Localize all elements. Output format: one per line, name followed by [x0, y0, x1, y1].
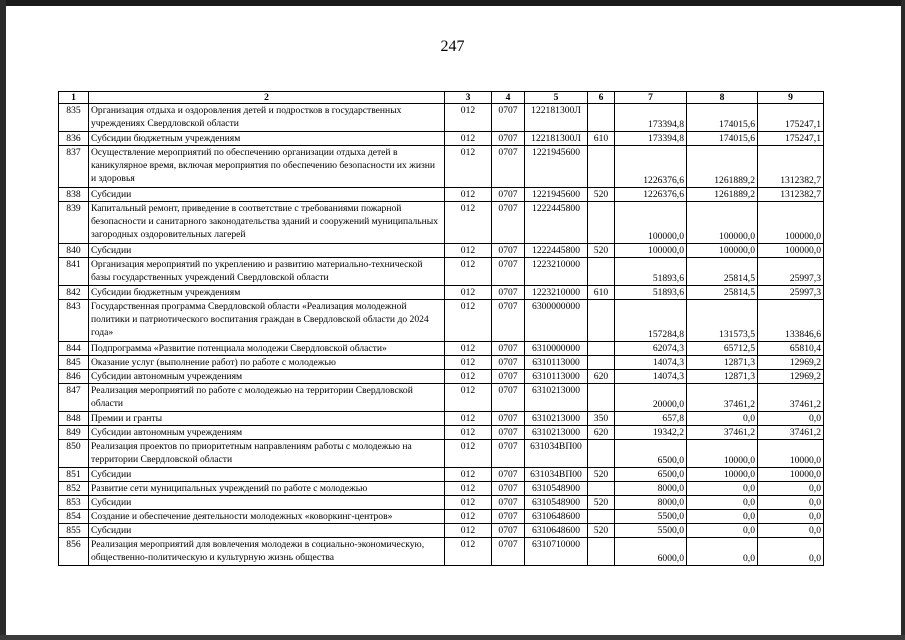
ministry-code: 012: [445, 342, 492, 356]
amount-year-2: 0,0: [687, 510, 758, 524]
row-name: Субсидии: [89, 188, 445, 202]
column-number: 8: [687, 92, 758, 104]
row-name: Субсидии: [89, 468, 445, 482]
amount-year-2: 1261889,2: [687, 146, 758, 188]
section-code: 0707: [492, 482, 525, 496]
amount-year-1: 5500,0: [615, 524, 687, 538]
row-name: Развитие сети муниципальных учреждений по работе с молодежью: [89, 482, 445, 496]
row-name: Капитальный ремонт, приведение в соответствие с требованиями пожарной безопасности и санитарного законодательства зданий и сооружений муниципальных загородных оздоровительных лагерей: [89, 202, 445, 244]
amount-year-2: 131573,5: [687, 300, 758, 342]
section-code: 0707: [492, 496, 525, 510]
target-article-code: 6310213000: [525, 412, 588, 426]
amount-year-3: 12969,2: [758, 356, 824, 370]
section-code: 0707: [492, 384, 525, 412]
ministry-code: 012: [445, 468, 492, 482]
amount-year-2: 100000,0: [687, 202, 758, 244]
amount-year-1: 51893,6: [615, 286, 687, 300]
row-number: 847: [59, 384, 89, 412]
row-name: Организация мероприятий по укреплению и развитию материально-технической базы государственных учреждений Свердловской области: [89, 258, 445, 286]
row-name: Оказание услуг (выполнение работ) по работе с молодежью: [89, 356, 445, 370]
row-number: 849: [59, 426, 89, 440]
amount-year-2: 0,0: [687, 412, 758, 426]
table-row: [59, 244, 824, 258]
table-row: [59, 524, 824, 538]
expense-type-code: [588, 356, 615, 370]
row-name: Субсидии автономным учреждениям: [89, 370, 445, 384]
amount-year-1: 173394,8: [615, 104, 687, 132]
expense-type-code: 610: [588, 286, 615, 300]
section-code: 0707: [492, 132, 525, 146]
scan-border-top: [0, 0, 905, 6]
amount-year-1: 19342,2: [615, 426, 687, 440]
ministry-code: 012: [445, 524, 492, 538]
target-article-code: 6310548900: [525, 496, 588, 510]
expense-type-code: [588, 482, 615, 496]
column-number: 2: [89, 92, 445, 104]
amount-year-2: 12871,3: [687, 370, 758, 384]
amount-year-3: 10000,0: [758, 468, 824, 482]
amount-year-1: 100000,0: [615, 202, 687, 244]
ministry-code: 012: [445, 258, 492, 286]
ministry-code: 012: [445, 286, 492, 300]
table-row: [59, 188, 824, 202]
row-number: 837: [59, 146, 89, 188]
scan-border-left: [0, 0, 6, 640]
amount-year-3: 12969,2: [758, 370, 824, 384]
amount-year-3: 0,0: [758, 412, 824, 426]
column-number: 1: [59, 92, 89, 104]
table-row: [59, 482, 824, 496]
table-row: [59, 426, 824, 440]
row-number: 843: [59, 300, 89, 342]
target-article-code: 6310710000: [525, 538, 588, 566]
target-article-code: 6310648600: [525, 524, 588, 538]
section-code: 0707: [492, 510, 525, 524]
amount-year-1: 51893,6: [615, 258, 687, 286]
expense-type-code: 620: [588, 370, 615, 384]
target-article-code: 6310113000: [525, 356, 588, 370]
ministry-code: 012: [445, 426, 492, 440]
row-number: 848: [59, 412, 89, 426]
row-name: Субсидии: [89, 496, 445, 510]
amount-year-1: 100000,0: [615, 244, 687, 258]
amount-year-1: 1226376,6: [615, 146, 687, 188]
target-article-code: 1223210000: [525, 258, 588, 286]
ministry-code: 012: [445, 538, 492, 566]
target-article-code: 6310000000: [525, 342, 588, 356]
table-body: [59, 104, 824, 566]
table-row: [59, 538, 824, 566]
amount-year-3: 175247,1: [758, 104, 824, 132]
amount-year-1: 157284,8: [615, 300, 687, 342]
amount-year-3: 37461,2: [758, 426, 824, 440]
expense-type-code: 520: [588, 524, 615, 538]
column-number: 3: [445, 92, 492, 104]
row-name: Осуществление мероприятий по обеспечению организации отдыха детей в каникулярное время, включая мероприятия по обеспечению безопасности их жизни и здоровья: [89, 146, 445, 188]
scan-border-right: [901, 0, 905, 640]
ministry-code: 012: [445, 132, 492, 146]
target-article-code: 1221945600: [525, 188, 588, 202]
amount-year-2: 12871,3: [687, 356, 758, 370]
ministry-code: 012: [445, 146, 492, 188]
target-article-code: 122181300Л: [525, 104, 588, 132]
section-code: 0707: [492, 370, 525, 384]
amount-year-2: 10000,0: [687, 440, 758, 468]
amount-year-3: 25997,3: [758, 258, 824, 286]
table-row: [59, 412, 824, 426]
section-code: 0707: [492, 104, 525, 132]
row-name: Организация отдыха и оздоровления детей и подростков в государственных учреждениях Свердловской области: [89, 104, 445, 132]
amount-year-3: 65810,4: [758, 342, 824, 356]
amount-year-1: 8000,0: [615, 482, 687, 496]
expense-type-code: 520: [588, 244, 615, 258]
ministry-code: 012: [445, 300, 492, 342]
ministry-code: 012: [445, 496, 492, 510]
scan-border-bottom: [0, 635, 905, 640]
target-article-code: 1223210000: [525, 286, 588, 300]
ministry-code: 012: [445, 510, 492, 524]
expense-type-code: [588, 384, 615, 412]
row-name: Реализация мероприятий по работе с молодежью на территории Свердловской области: [89, 384, 445, 412]
amount-year-3: 0,0: [758, 510, 824, 524]
amount-year-2: 0,0: [687, 496, 758, 510]
table-row: [59, 104, 824, 132]
amount-year-1: 8000,0: [615, 496, 687, 510]
amount-year-1: 6000,0: [615, 538, 687, 566]
amount-year-1: 20000,0: [615, 384, 687, 412]
target-article-code: 1222445800: [525, 244, 588, 258]
target-article-code: 1221945600: [525, 146, 588, 188]
amount-year-1: 6500,0: [615, 468, 687, 482]
section-code: 0707: [492, 524, 525, 538]
amount-year-2: 25814,5: [687, 286, 758, 300]
row-number: 851: [59, 468, 89, 482]
row-number: 846: [59, 370, 89, 384]
amount-year-1: 657,8: [615, 412, 687, 426]
amount-year-1: 14074,3: [615, 356, 687, 370]
section-code: 0707: [492, 258, 525, 286]
amount-year-3: 0,0: [758, 524, 824, 538]
row-number: 855: [59, 524, 89, 538]
ministry-code: 012: [445, 202, 492, 244]
table-row: [59, 300, 824, 342]
table-row: [59, 510, 824, 524]
table-row: [59, 146, 824, 188]
section-code: 0707: [492, 202, 525, 244]
amount-year-2: 174015,6: [687, 104, 758, 132]
expense-type-code: [588, 300, 615, 342]
amount-year-3: 0,0: [758, 496, 824, 510]
table-row: [59, 440, 824, 468]
table-row: [59, 258, 824, 286]
amount-year-2: 0,0: [687, 538, 758, 566]
row-number: 840: [59, 244, 89, 258]
expense-type-code: 520: [588, 496, 615, 510]
section-code: 0707: [492, 286, 525, 300]
section-code: 0707: [492, 538, 525, 566]
expense-type-code: 520: [588, 468, 615, 482]
amount-year-1: 173394,8: [615, 132, 687, 146]
amount-year-3: 10000,0: [758, 440, 824, 468]
section-code: 0707: [492, 412, 525, 426]
amount-year-2: 37461,2: [687, 384, 758, 412]
page-number: 247: [440, 38, 465, 55]
row-name: Реализация мероприятий для вовлечения молодежи в социально-экономическую, общественно-политическую и культурную жизнь общества: [89, 538, 445, 566]
amount-year-2: 100000,0: [687, 244, 758, 258]
target-article-code: 1222445800: [525, 202, 588, 244]
section-code: 0707: [492, 440, 525, 468]
table-row: [59, 132, 824, 146]
column-number: 6: [588, 92, 615, 104]
row-name: Подпрограмма «Развитие потенциала молодежи Свердловской области»: [89, 342, 445, 356]
column-number: 5: [525, 92, 588, 104]
target-article-code: 122181300Л: [525, 132, 588, 146]
amount-year-2: 10000,0: [687, 468, 758, 482]
row-number: 838: [59, 188, 89, 202]
table-row: [59, 202, 824, 244]
amount-year-2: 0,0: [687, 524, 758, 538]
row-name: Субсидии бюджетным учреждениям: [89, 132, 445, 146]
row-number: 835: [59, 104, 89, 132]
table-row: [59, 384, 824, 412]
table-row: [59, 286, 824, 300]
row-number: 850: [59, 440, 89, 468]
row-number: 845: [59, 356, 89, 370]
table-row: [59, 342, 824, 356]
amount-year-3: 25997,3: [758, 286, 824, 300]
section-code: 0707: [492, 468, 525, 482]
target-article-code: 6310648600: [525, 510, 588, 524]
row-name: Субсидии бюджетным учреждениям: [89, 286, 445, 300]
amount-year-1: 14074,3: [615, 370, 687, 384]
section-code: 0707: [492, 300, 525, 342]
row-number: 841: [59, 258, 89, 286]
row-number: 844: [59, 342, 89, 356]
section-code: 0707: [492, 356, 525, 370]
expense-type-code: [588, 440, 615, 468]
amount-year-1: 6500,0: [615, 440, 687, 468]
amount-year-2: 37461,2: [687, 426, 758, 440]
table-row: [59, 356, 824, 370]
row-number: 839: [59, 202, 89, 244]
row-name: Субсидии автономным учреждениям: [89, 426, 445, 440]
row-number: 854: [59, 510, 89, 524]
expense-type-code: [588, 104, 615, 132]
row-name: Создание и обеспечение деятельности молодежных «коворкинг-центров»: [89, 510, 445, 524]
row-number: 842: [59, 286, 89, 300]
expense-type-code: [588, 538, 615, 566]
expense-type-code: 620: [588, 426, 615, 440]
ministry-code: 012: [445, 188, 492, 202]
amount-year-1: 62074,3: [615, 342, 687, 356]
expense-type-code: [588, 342, 615, 356]
column-number: 4: [492, 92, 525, 104]
amount-year-2: 65712,5: [687, 342, 758, 356]
target-article-code: 6310113000: [525, 370, 588, 384]
target-article-code: 631034ВП00: [525, 440, 588, 468]
row-number: 836: [59, 132, 89, 146]
column-number-row: [59, 92, 824, 104]
amount-year-2: 0,0: [687, 482, 758, 496]
budget-table: [58, 91, 824, 566]
target-article-code: 631034ВП00: [525, 468, 588, 482]
section-code: 0707: [492, 426, 525, 440]
row-name: Субсидии: [89, 244, 445, 258]
ministry-code: 012: [445, 412, 492, 426]
table-row: [59, 468, 824, 482]
target-article-code: 6310213000: [525, 426, 588, 440]
ministry-code: 012: [445, 384, 492, 412]
amount-year-3: 133846,6: [758, 300, 824, 342]
column-number: 7: [615, 92, 687, 104]
ministry-code: 012: [445, 244, 492, 258]
expense-type-code: [588, 202, 615, 244]
ministry-code: 012: [445, 482, 492, 496]
target-article-code: 6300000000: [525, 300, 588, 342]
amount-year-3: 100000,0: [758, 202, 824, 244]
ministry-code: 012: [445, 356, 492, 370]
expense-type-code: [588, 258, 615, 286]
ministry-code: 012: [445, 370, 492, 384]
amount-year-2: 174015,6: [687, 132, 758, 146]
amount-year-3: 0,0: [758, 482, 824, 496]
amount-year-3: 1312382,7: [758, 188, 824, 202]
row-number: 852: [59, 482, 89, 496]
expense-type-code: 520: [588, 188, 615, 202]
row-name: Премии и гранты: [89, 412, 445, 426]
section-code: 0707: [492, 244, 525, 258]
expense-type-code: 610: [588, 132, 615, 146]
row-name: Реализация проектов по приоритетным направлениям работы с молодежью на территории Свердловской области: [89, 440, 445, 468]
row-name: Государственная программа Свердловской области «Реализация молодежной политики и патриотического воспитания граждан в Свердловской области до 2024 года»: [89, 300, 445, 342]
table-row: [59, 496, 824, 510]
row-number: 853: [59, 496, 89, 510]
amount-year-3: 1312382,7: [758, 146, 824, 188]
ministry-code: 012: [445, 440, 492, 468]
amount-year-3: 37461,2: [758, 384, 824, 412]
amount-year-1: 1226376,6: [615, 188, 687, 202]
ministry-code: 012: [445, 104, 492, 132]
amount-year-2: 25814,5: [687, 258, 758, 286]
amount-year-3: 175247,1: [758, 132, 824, 146]
row-number: 856: [59, 538, 89, 566]
expense-type-code: 350: [588, 412, 615, 426]
target-article-code: 6310213000: [525, 384, 588, 412]
expense-type-code: [588, 510, 615, 524]
table-row: [59, 370, 824, 384]
target-article-code: 6310548900: [525, 482, 588, 496]
amount-year-1: 5500,0: [615, 510, 687, 524]
section-code: 0707: [492, 146, 525, 188]
section-code: 0707: [492, 188, 525, 202]
amount-year-3: 100000,0: [758, 244, 824, 258]
amount-year-3: 0,0: [758, 538, 824, 566]
expense-type-code: [588, 146, 615, 188]
row-name: Субсидии: [89, 524, 445, 538]
column-number: 9: [758, 92, 824, 104]
section-code: 0707: [492, 342, 525, 356]
amount-year-2: 1261889,2: [687, 188, 758, 202]
